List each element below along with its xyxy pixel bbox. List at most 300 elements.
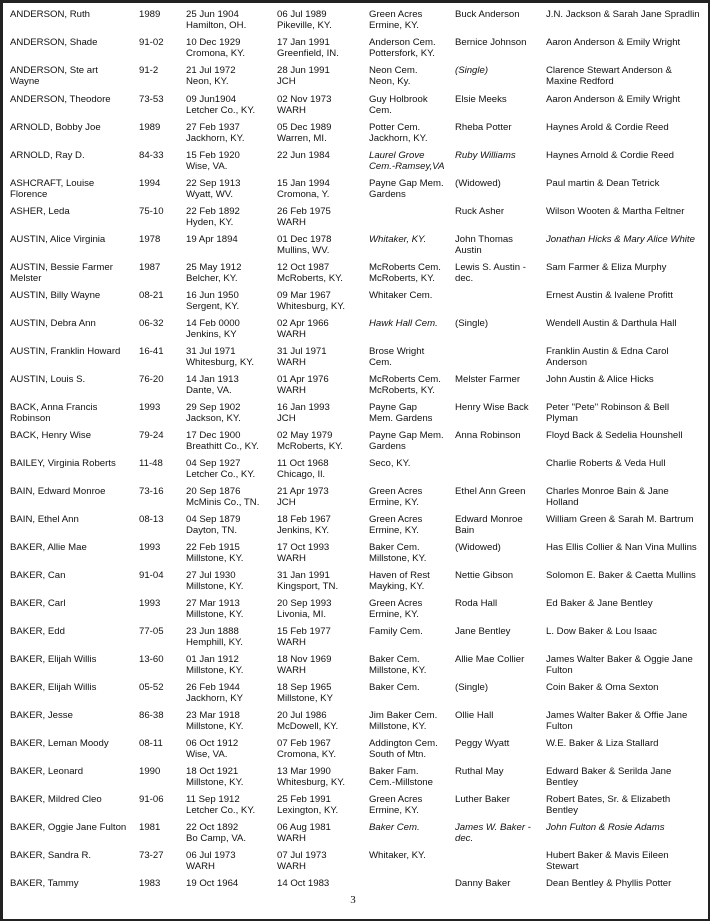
spouse-cell-line: (Single) <box>455 65 489 76</box>
record-code-line: 91-2 <box>139 65 159 76</box>
birth-cell-line: 22 Oct 1892 <box>186 822 239 833</box>
name-cell-line: Florence <box>10 189 48 200</box>
spouse-cell <box>455 570 547 581</box>
name-cell <box>10 402 136 424</box>
death-cell <box>277 374 367 396</box>
record-code-line: 1989 <box>139 122 161 133</box>
record-row <box>0 262 706 290</box>
parents-cell <box>546 262 706 273</box>
record-code <box>139 514 183 525</box>
death-cell <box>277 402 367 424</box>
record-code-line: 08-11 <box>139 738 163 749</box>
spouse-cell <box>455 514 547 536</box>
burial-cell <box>369 710 455 732</box>
birth-cell-line: 27 Mar 1913 <box>186 598 240 609</box>
death-cell <box>277 794 367 816</box>
parents-cell-line: J.N. Jackson & Sarah Jane Spradlin <box>546 9 700 20</box>
birth-cell-line: Hyden, KY. <box>186 217 234 228</box>
birth-cell-line: Wise, VA. <box>186 749 228 760</box>
death-cell <box>277 486 367 508</box>
parents-cell <box>546 682 706 693</box>
burial-cell-line: Seco, KY. <box>369 458 411 469</box>
death-cell <box>277 766 367 788</box>
death-cell-line: 16 Jan 1993 <box>277 402 330 413</box>
parents-cell <box>546 374 706 385</box>
record-code-line: 1987 <box>139 262 161 273</box>
record-code <box>139 262 183 273</box>
burial-cell-line: Baker Cem. <box>369 822 420 833</box>
record-code-line: 91-02 <box>139 37 164 48</box>
birth-cell-line: 09 Jun1904 <box>186 94 237 105</box>
parents-cell-line: Aaron Anderson & Emily Wright <box>546 37 681 48</box>
death-cell <box>277 682 367 704</box>
birth-cell-line: Letcher Co., KY. <box>186 469 256 480</box>
spouse-cell <box>455 150 547 161</box>
name-cell <box>10 9 136 20</box>
parents-cell <box>546 822 706 833</box>
birth-cell-line: 15 Feb 1920 <box>186 150 240 161</box>
name-cell-line: BAIN, Edward Monroe <box>10 486 106 497</box>
spouse-cell <box>455 402 547 413</box>
record-code <box>139 598 183 609</box>
death-cell-line: 06 Aug 1981 <box>277 822 331 833</box>
birth-cell <box>186 514 276 536</box>
name-cell <box>10 234 136 245</box>
name-cell-line: AUSTIN, Franklin Howard <box>10 346 121 357</box>
birth-cell <box>186 374 276 396</box>
burial-cell <box>369 570 455 592</box>
name-cell-line: ANDERSON, Ste art <box>10 65 98 76</box>
record-code <box>139 122 183 133</box>
name-cell-line: BAKER, Allie Mae <box>10 542 87 553</box>
spouse-cell-line: Nettie Gibson <box>455 570 514 581</box>
name-cell-line: BAKER, Jesse <box>10 710 73 721</box>
birth-cell <box>186 598 276 620</box>
spouse-cell-line: (Single) <box>455 318 489 329</box>
record-code <box>139 822 183 833</box>
burial-cell-line: Baker Cem. <box>369 654 420 665</box>
spouse-cell <box>455 94 547 105</box>
death-cell-line: 09 Mar 1967 <box>277 290 331 301</box>
name-cell <box>10 122 136 133</box>
birth-cell-line: Letcher Co., KY. <box>186 105 256 116</box>
birth-cell <box>186 37 276 59</box>
burial-cell-line: Baker Cem. <box>369 682 420 693</box>
birth-cell-line: Belcher, KY. <box>186 273 238 284</box>
record-row <box>0 654 706 682</box>
record-code <box>139 542 183 553</box>
parents-cell <box>546 878 706 889</box>
spouse-cell <box>455 486 547 497</box>
parents-cell <box>546 122 706 133</box>
parents-cell-line: Ed Baker & Jane Bentley <box>546 598 653 609</box>
name-cell-line: BACK, Henry Wise <box>10 430 92 441</box>
parents-cell-line: Floyd Back & Sedelia Hounshell <box>546 430 683 441</box>
death-cell <box>277 206 367 228</box>
record-row <box>0 794 706 822</box>
death-cell-line: Cromona, KY. <box>277 749 337 760</box>
burial-cell-line: Green Acres <box>369 794 423 805</box>
burial-cell-line: Green Acres <box>369 514 423 525</box>
record-code-line: 16-41 <box>139 346 164 357</box>
death-cell-line: Jenkins, KY. <box>277 525 330 536</box>
birth-cell <box>186 9 276 31</box>
name-cell <box>10 458 136 469</box>
birth-cell-line: Cromona, KY. <box>186 48 246 59</box>
burial-cell-line: Guy Holbrook <box>369 94 428 105</box>
spouse-cell <box>455 710 547 721</box>
name-cell-line: ANDERSON, Shade <box>10 37 98 48</box>
death-cell-line: Chicago, Il. <box>277 469 325 480</box>
birth-cell-line: 25 May 1912 <box>186 262 242 273</box>
burial-cell <box>369 598 455 620</box>
record-row <box>0 94 706 122</box>
birth-cell-line: Hemphill, KY. <box>186 637 243 648</box>
record-row <box>0 458 706 486</box>
burial-cell <box>369 514 455 536</box>
record-code <box>139 346 183 357</box>
death-cell-line: 11 Oct 1968 <box>277 458 329 469</box>
record-code-line: 08-13 <box>139 514 164 525</box>
burial-cell <box>369 654 455 676</box>
death-cell-line: Whitesburg, KY. <box>277 301 346 312</box>
burial-cell <box>369 346 455 368</box>
record-code-line: 73-27 <box>139 850 164 861</box>
burial-cell-line: Addington Cem. <box>369 738 438 749</box>
birth-cell-line: 10 Dec 1929 <box>186 37 241 48</box>
birth-cell-line: Millstone, KY. <box>186 777 244 788</box>
name-cell-line: BAKER, Leman Moody <box>10 738 109 749</box>
burial-cell-line: McRoberts Cem. <box>369 374 441 385</box>
spouse-cell <box>455 542 547 553</box>
spouse-cell <box>455 9 547 20</box>
name-cell-line: Melster <box>10 273 42 284</box>
birth-cell-line: 22 Feb 1892 <box>186 206 240 217</box>
parents-cell-line: Haynes Arold & Cordie Reed <box>546 122 669 133</box>
death-cell-line: Millstone, KY <box>277 693 333 704</box>
burial-cell <box>369 542 455 564</box>
name-cell <box>10 878 136 889</box>
birth-cell-line: 20 Sep 1876 <box>186 486 241 497</box>
record-row <box>0 850 706 878</box>
spouse-cell <box>455 794 547 805</box>
birth-cell <box>186 766 276 788</box>
birth-cell-line: Millstone, KY. <box>186 553 244 564</box>
death-cell-line: Cromona, Y. <box>277 189 330 200</box>
record-row <box>0 234 706 262</box>
death-cell-line: 26 Feb 1975 <box>277 206 331 217</box>
parents-cell <box>546 290 706 301</box>
death-cell-line: 02 Apr 1966 <box>277 318 329 329</box>
birth-cell <box>186 346 276 368</box>
name-cell <box>10 598 136 609</box>
birth-cell <box>186 94 276 116</box>
parents-cell <box>546 346 706 368</box>
birth-cell-line: 23 Jun 1888 <box>186 626 239 637</box>
death-cell <box>277 318 367 340</box>
burial-cell-line: Payne Gap Mem. <box>369 430 444 441</box>
birth-cell-line: Bo Camp, VA. <box>186 833 247 844</box>
name-cell <box>10 850 136 861</box>
birth-cell-line: WARH <box>186 861 215 872</box>
burial-cell-line: Ermine, KY. <box>369 497 419 508</box>
record-code <box>139 9 183 20</box>
burial-cell <box>369 9 455 31</box>
spouse-cell <box>455 766 547 777</box>
record-row <box>0 766 706 794</box>
parents-cell-line: Plyman <box>546 413 578 424</box>
spouse-cell-line: Luther Baker <box>455 794 510 805</box>
spouse-cell-line: Allie Mae Collier <box>455 654 525 665</box>
burial-cell-line: McRoberts, KY. <box>369 273 435 284</box>
birth-cell-line: 04 Sep 1927 <box>186 458 241 469</box>
record-code-line: 73-53 <box>139 94 164 105</box>
record-code-line: 11-48 <box>139 458 163 469</box>
record-row <box>0 738 706 766</box>
burial-cell-line: Haven of Rest <box>369 570 430 581</box>
birth-cell <box>186 402 276 424</box>
death-cell <box>277 346 367 368</box>
birth-cell-line: Jackson, KY. <box>186 413 241 424</box>
death-cell-line: WARH <box>277 861 306 872</box>
birth-cell <box>186 178 276 200</box>
parents-cell-line: Charlie Roberts & Veda Hull <box>546 458 666 469</box>
name-cell <box>10 65 136 87</box>
spouse-cell <box>455 878 547 889</box>
birth-cell-line: Millstone, KY. <box>186 609 244 620</box>
spouse-cell-line: Bernice Johnson <box>455 37 527 48</box>
parents-cell <box>546 794 706 816</box>
burial-cell-line: Cem.-Ramsey,VA <box>369 161 445 172</box>
name-cell-line: Robinson <box>10 413 51 424</box>
record-row <box>0 710 706 738</box>
record-code <box>139 682 183 693</box>
record-row <box>0 402 706 430</box>
death-cell-line: McDowell, KY. <box>277 721 339 732</box>
burial-cell-line: Ermine, KY. <box>369 609 419 620</box>
name-cell-line: ARNOLD, Ray D. <box>10 150 85 161</box>
birth-cell <box>186 850 276 872</box>
birth-cell <box>186 738 276 760</box>
birth-cell <box>186 318 276 340</box>
name-cell-line: BAKER, Carl <box>10 598 66 609</box>
death-cell-line: JCH <box>277 497 296 508</box>
burial-cell-line: Mayking, KY. <box>369 581 425 592</box>
record-row <box>0 514 706 542</box>
parents-cell-line: Aaron Anderson & Emily Wright <box>546 94 681 105</box>
parents-cell-line: Maxine Redford <box>546 76 614 87</box>
death-cell-line: WARH <box>277 329 306 340</box>
record-row <box>0 626 706 654</box>
death-cell-line: WARH <box>277 357 306 368</box>
record-row <box>0 122 706 150</box>
parents-cell <box>546 710 706 732</box>
record-code-line: 76-20 <box>139 374 164 385</box>
parents-cell <box>546 654 706 676</box>
death-cell-line: 20 Jul 1986 <box>277 710 327 721</box>
burial-cell <box>369 486 455 508</box>
death-cell-line: 02 Nov 1973 <box>277 94 332 105</box>
burial-cell-line: Gardens <box>369 441 406 452</box>
birth-cell <box>186 262 276 284</box>
burial-cell-line: Brose Wright <box>369 346 425 357</box>
birth-cell <box>186 290 276 312</box>
record-code <box>139 710 183 721</box>
death-cell <box>277 738 367 760</box>
parents-cell-line: Haynes Arnold & Cordie Reed <box>546 150 674 161</box>
death-cell-line: McRoberts, KY. <box>277 273 343 284</box>
parents-cell-line: W.E. Baker & Liza Stallard <box>546 738 659 749</box>
record-row <box>0 9 706 37</box>
burial-cell <box>369 150 455 172</box>
parents-cell <box>546 234 706 245</box>
birth-cell-line: 17 Dec 1900 <box>186 430 241 441</box>
name-cell-line: BAKER, Oggie Jane Fulton <box>10 822 127 833</box>
burial-cell <box>369 430 455 452</box>
birth-cell <box>186 458 276 480</box>
name-cell <box>10 514 136 525</box>
parents-cell-line: Clarence Stewart Anderson & <box>546 65 672 76</box>
parents-cell-line: Fulton <box>546 721 573 732</box>
name-cell-line: BAIN, Ethel Ann <box>10 514 79 525</box>
birth-cell-line: Millstone, KY. <box>186 665 244 676</box>
parents-cell <box>546 514 706 525</box>
birth-cell-line: Millstone, KY. <box>186 721 244 732</box>
burial-cell <box>369 262 455 284</box>
death-cell-line: 06 Jul 1989 <box>277 9 327 20</box>
birth-cell-line: 14 Feb 0000 <box>186 318 240 329</box>
record-code <box>139 234 183 245</box>
death-cell <box>277 598 367 620</box>
birth-cell-line: 06 Jul 1973 <box>186 850 236 861</box>
spouse-cell-line: Edward Monroe <box>455 514 523 525</box>
record-code <box>139 738 183 749</box>
burial-cell <box>369 122 455 144</box>
death-cell-line: 12 Oct 1987 <box>277 262 330 273</box>
parents-cell <box>546 486 706 508</box>
burial-cell <box>369 94 455 116</box>
name-cell-line: AUSTIN, Bessie Farmer <box>10 262 113 273</box>
birth-cell-line: 18 Oct 1921 <box>186 766 239 777</box>
birth-cell-line: 16 Jun 1950 <box>186 290 239 301</box>
birth-cell <box>186 682 276 704</box>
burial-cell-line: Whitaker Cem. <box>369 290 433 301</box>
birth-cell-line: Hamilton, OH. <box>186 20 247 31</box>
spouse-cell-line: Ruby Williams <box>455 150 516 161</box>
record-row <box>0 318 706 346</box>
burial-cell-line: Potter Cem. <box>369 122 421 133</box>
death-cell <box>277 37 367 59</box>
name-cell-line: BAKER, Mildred Cleo <box>10 794 102 805</box>
death-cell-line: Whitesburg, KY. <box>277 777 346 788</box>
name-cell-line: BAKER, Edd <box>10 626 65 637</box>
parents-cell-line: Ernest Austin & Ivalene Profitt <box>546 290 673 301</box>
death-cell-line: WARH <box>277 105 306 116</box>
birth-cell <box>186 65 276 87</box>
burial-cell-line: Neon Cem. <box>369 65 418 76</box>
death-cell <box>277 234 367 256</box>
name-cell <box>10 318 136 329</box>
birth-cell-line: 19 Oct 1964 <box>186 878 239 889</box>
birth-cell-line: Sergent, KY. <box>186 301 240 312</box>
record-code-line: 1994 <box>139 178 161 189</box>
record-row <box>0 346 706 374</box>
record-code-line: 1989 <box>139 9 161 20</box>
death-cell-line: WARH <box>277 833 306 844</box>
record-row <box>0 37 706 65</box>
death-cell <box>277 850 367 872</box>
death-cell-line: 15 Feb 1977 <box>277 626 331 637</box>
parents-cell-line: John Fulton & Rosie Adams <box>546 822 665 833</box>
name-cell-line: BAKER, Sandra R. <box>10 850 92 861</box>
record-row <box>0 682 706 710</box>
death-cell-line: 07 Feb 1967 <box>277 738 331 749</box>
spouse-cell-line: Danny Baker <box>455 878 511 889</box>
parents-cell <box>546 318 706 329</box>
death-cell-line: Lexington, KY. <box>277 805 339 816</box>
death-cell-line: 25 Feb 1991 <box>277 794 331 805</box>
burial-cell-line: Payne Gap <box>369 402 418 413</box>
record-code <box>139 654 183 665</box>
burial-cell-line: Cem.-Millstone <box>369 777 433 788</box>
birth-cell-line: 06 Oct 1912 <box>186 738 239 749</box>
birth-cell <box>186 626 276 648</box>
parents-cell <box>546 570 706 581</box>
birth-cell-line: 19 Apr 1894 <box>186 234 238 245</box>
death-cell-line: WARH <box>277 553 306 564</box>
death-cell <box>277 822 367 844</box>
parents-cell-line: William Green & Sarah M. Bartrum <box>546 514 694 525</box>
birth-cell-line: 29 Sep 1902 <box>186 402 241 413</box>
record-row <box>0 150 706 178</box>
death-cell <box>277 458 367 480</box>
birth-cell <box>186 654 276 676</box>
burial-cell <box>369 290 455 301</box>
record-code <box>139 290 183 301</box>
burial-cell <box>369 65 455 87</box>
record-code-line: 1993 <box>139 598 161 609</box>
record-code-line: 79-24 <box>139 430 164 441</box>
birth-cell-line: 27 Jul 1930 <box>186 570 236 581</box>
burial-cell <box>369 234 455 245</box>
birth-cell-line: 23 Mar 1918 <box>186 710 240 721</box>
name-cell <box>10 570 136 581</box>
burial-cell-line: McRoberts, KY. <box>369 385 435 396</box>
spouse-cell <box>455 626 547 637</box>
record-row <box>0 542 706 570</box>
death-cell <box>277 626 367 648</box>
parents-cell-line: Stewart <box>546 861 579 872</box>
burial-cell-line: Mem. Gardens <box>369 413 433 424</box>
birth-cell-line: 04 Sep 1879 <box>186 514 241 525</box>
parents-cell-line: Charles Monroe Bain & Jane <box>546 486 669 497</box>
death-cell-line: 14 Oct 1983 <box>277 878 330 889</box>
burial-cell-line: Baker Fam. <box>369 766 419 777</box>
record-row <box>0 290 706 318</box>
death-cell <box>277 9 367 31</box>
birth-cell-line: 22 Feb 1915 <box>186 542 240 553</box>
parents-cell-line: Fulton <box>546 665 573 676</box>
record-row <box>0 598 706 626</box>
birth-cell <box>186 542 276 564</box>
birth-cell-line: 25 Jun 1904 <box>186 9 239 20</box>
birth-cell-line: 22 Sep 1913 <box>186 178 241 189</box>
spouse-cell <box>455 65 547 76</box>
spouse-cell-line: Peggy Wyatt <box>455 738 510 749</box>
burial-cell-line: Jackhorn, KY. <box>369 133 428 144</box>
record-code-line: 1978 <box>139 234 161 245</box>
name-cell <box>10 738 136 749</box>
